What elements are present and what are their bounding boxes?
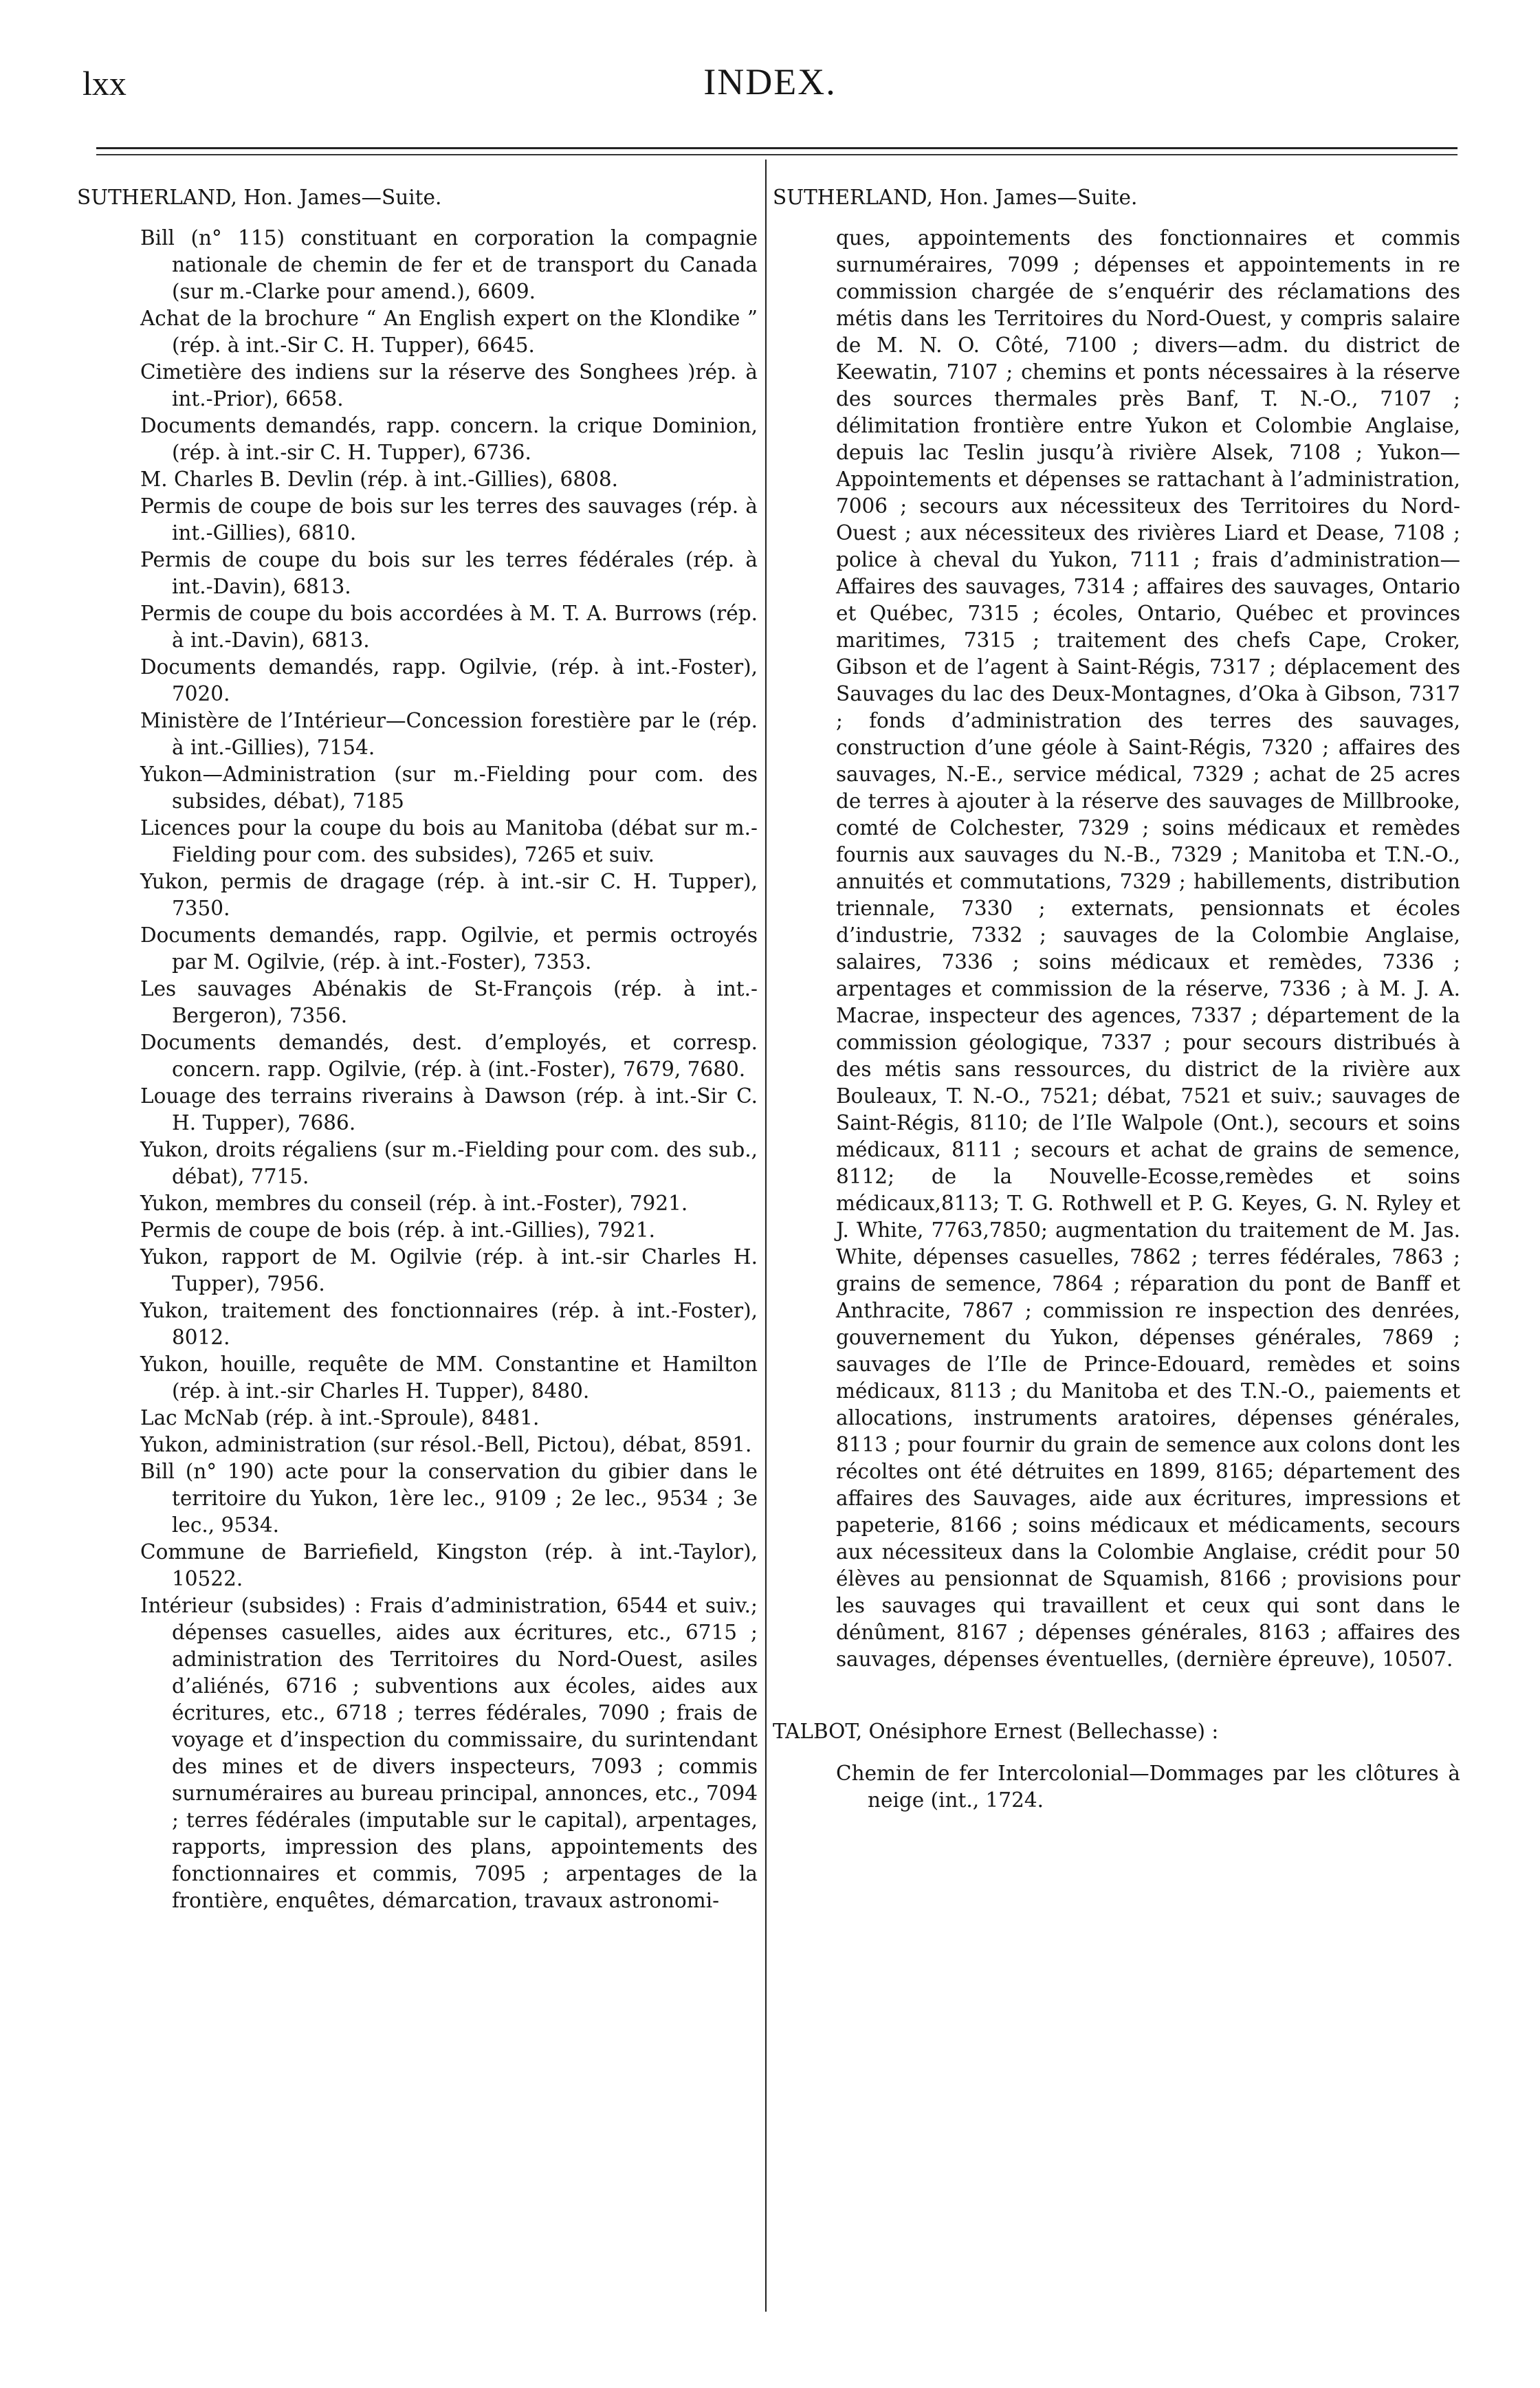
index-heading: TALBOT, Onésiphore Ernest (Bellechasse) :	[773, 1720, 1219, 1743]
index-entry: Bill (n° 190) acte pour la conservation du gibier dans le territoire du Yukon, 1ère lec., 9109 ; 2e lec., 9534 ; 3e lec., 9534.	[140, 1460, 758, 1537]
index-entry: Lac McNab (rép. à int.-Sproule), 8481.	[140, 1406, 540, 1429]
index-heading: SUTHERLAND, Hon. James—Suite.	[773, 186, 1138, 209]
index-entry: Documents demandés, dest. d’employés, et corresp. concern. rapp. Ogilvie, (rép. à (int.-Foster), 7679, 7680.	[140, 1031, 758, 1081]
index-entry: Documents demandés, rapp. Ogilvie, (rép. à int.-Foster), 7020.	[140, 655, 758, 705]
index-entry: Yukon, rapport de M. Ogilvie (rép. à int.-sir Charles H. Tupper), 7956.	[140, 1245, 758, 1295]
index-entry: Cimetière des indiens sur la réserve des Songhees )rép. à int.-Prior), 6658.	[140, 360, 758, 410]
index-entry: Permis de coupe du bois sur les terres fédérales (rép. à int.-Davin), 6813.	[140, 548, 758, 598]
index-entry: Yukon, permis de dragage (rép. à int.-sir C. H. Tupper), 7350.	[140, 870, 758, 920]
column-divider	[765, 160, 767, 2312]
index-entry: Yukon—Administration (sur m.-Fielding pour com. des subsides, débat), 7185	[140, 763, 758, 813]
header-rule	[96, 147, 1458, 149]
right-column	[773, 184, 1460, 1814]
index-entry: Louage des terrains riverains à Dawson (rép. à int.-Sir C. H. Tupper), 7686.	[140, 1084, 758, 1135]
header-rule-secondary	[96, 154, 1458, 155]
index-entry: Chemin de fer Intercolonial—Dommages par les clôtures à neige (int., 1724.	[836, 1762, 1460, 1812]
index-entry: Yukon, traitement des fonctionnaires (rép. à int.-Foster), 8012.	[140, 1299, 758, 1349]
index-entry: Yukon, membres du conseil (rép. à int.-Foster), 7921.	[140, 1192, 688, 1215]
page-title: INDEX.	[703, 61, 837, 102]
index-entry: Permis de coupe du bois accordées à M. T. A. Burrows (rép. à int.-Davin), 6813.	[140, 602, 758, 652]
index-entry: Bill (n° 115) constituant en corporation la compagnie nationale de chemin de fer et de transport du Canada (sur m.-Clarke pour amend.), 6609.	[140, 226, 758, 303]
index-entry-continuation: ques, appointements des fonctionnaires et commis surnuméraires, 7099 ; dépenses et appointements in re commission chargée de s’enquérir des réclamations des métis dans les Territoires du Nord-Ouest, y compris salaire de M. N. O. Côté, 7100 ; divers—adm. du district de Keewatin, 7107 ; chemins et ponts nécessaires à la réserve des sources thermales près Banf, T. N.-O., 7107 ; délimitation frontière entre Yukon et Colombie Anglaise, depuis lac Teslin jusqu’à rivière Alsek, 7108 ; Yukon—Appointements et dépenses se rattachant à l’administration, 7006 ; secours aux nécessiteux des Territoires du Nord-Ouest ; aux nécessiteux des rivières Liard et Dease, 7108 ; police à cheval du Yukon, 7111 ; frais d’administration—Affaires des sauvages, 7314 ; affaires des sauvages, Ontario et Québec, 7315 ; écoles, Ontario, Québec et provinces maritimes, 7315 ; traitement des chefs Cape, Croker, Gibson et de l’agent à Saint-Régis, 7317 ; déplacement des Sauvages du lac des Deux-Montagnes, d’Oka à Gibson, 7317 ; fonds d’administration des terres des sauvages, construction d’une géole à Saint-Régis, 7320 ; affaires des sauvages, N.-E., service médical, 7329 ; achat de 25 acres de terres à ajouter à la réserve des sauvages de Millbrooke, comté de Colchester, 7329 ; soins médicaux et remèdes fournis aux sauvages du N.-B., 7329 ; Manitoba et T.N.-O., annuités et commutations, 7329 ; habillements, distribution triennale, 7330 ; externats, pensionnats et écoles d’industrie, 7332 ; sauvages de la Colombie Anglaise, salaires, 7336 ; soins médicaux et remèdes, 7336 ; arpentages et commission de la réserve, 7336 ; à M. J. A. Macrae, inspecteur des agences, 7337 ; département de la commission géologique, 7337 ; pour secours distribués à des métis sans ressources, du district de la rivière aux Bouleaux, T. N.-O., 7521; débat, 7521 et suiv.; sauvages de Saint-Régis, 8110; de l’Ile Walpole (Ont.), secours et soins médicaux, 8111 ; secours et achat de grains de semence, 8112; de la Nouvelle-Ecosse,remèdes et soins médicaux,8113; T. G. Rothwell et P. G. Keyes, G. N. Ryley et J. White, 7763,7850; augmentation du traitement de M. Jas. White, dépenses casuelles, 7862 ; terres fédérales, 7863 ; grains de semence, 7864 ; réparation du pont de Banff et Anthracite, 7867 ; commission re inspection des denrées, gouvernement du Yukon, dépenses générales, 7869 ; sauvages de l’Ile de Prince-Edouard, remèdes et soins médicaux, 8113 ; du Manitoba et des T.N.-O., paiements et allocations, instruments aratoires, dépenses générales, 8113 ; pour fournir du grain de semence aux colons dont les récoltes ont été détruites en 1899, 8165; département des affaires des Sauvages, aide aux écritures, impressions et papeterie, 8166 ; soins médicaux et médicaments, secours aux nécessiteux dans la Colombie Anglaise, crédit pour 50 élèves au pensionnat de Squamish, 8166 ; provisions pour les sauvages qui travaillent et ceux qui sont dans le dénûment, 8167 ; dépenses générales, 8163 ; affaires des sauvages, dépenses éventuelles, (dernière épreuve), 10507.	[836, 226, 1460, 1671]
index-entry: Ministère de l’Intérieur—Concession forestière par le (rép. à int.-Gillies), 7154.	[140, 709, 758, 759]
index-entry: Les sauvages Abénakis de St-François (rép. à int.-Bergeron), 7356.	[140, 977, 758, 1027]
index-entry: Intérieur (subsides) : Frais d’administration, 6544 et suiv.; dépenses casuelles, aides aux écritures, etc., 6715 ; administration des Territoires du Nord-Ouest, asiles d’aliénés, 6716 ; subventions aux écoles, aides aux écritures, etc., 6718 ; terres fédérales, 7090 ; frais de voyage et d’inspection du commissaire, du surintendant des mines et de divers inspecteurs, 7093 ; commis surnuméraires au bureau principal, annonces, etc., 7094 ; terres fédérales (imputable sur le capital), arpentages, rapports, impression des plans, appointements des fonctionnaires et commis, 7095 ; arpentages de la frontière, enquêtes, démarcation, travaux astronomi-	[140, 1594, 758, 1912]
index-entry: Yukon, houille, requête de MM. Constantine et Hamilton (rép. à int.-sir Charles H. Tupper), 8480.	[140, 1352, 758, 1403]
index-entry: Permis de coupe de bois sur les terres des sauvages (rép. à int.-Gillies), 6810.	[140, 494, 758, 545]
left-column	[77, 184, 758, 1914]
index-entry: Permis de coupe de bois (rép. à int.-Gillies), 7921.	[140, 1218, 655, 1242]
index-heading: SUTHERLAND, Hon. James—Suite.	[77, 186, 442, 209]
index-entry: Yukon, administration (sur résol.-Bell, Pictou), débat, 8591.	[140, 1433, 752, 1456]
index-entry: Commune de Barriefield, Kingston (rép. à int.-Taylor), 10522.	[140, 1540, 758, 1590]
index-entry: Licences pour la coupe du bois au Manitoba (débat sur m.-Fielding pour com. des subsides), 7265 et suiv.	[140, 816, 758, 866]
index-entry: Achat de la brochure “ An English expert on the Klondike ” (rép. à int.-Sir C. H. Tupper), 6645.	[140, 307, 758, 357]
index-entry: M. Charles B. Devlin (rép. à int.-Gillies), 6808.	[140, 468, 619, 491]
talbot-section	[773, 1718, 1460, 1814]
index-entry: Yukon, droits régaliens (sur m.-Fielding pour com. des sub., débat), 7715.	[140, 1138, 758, 1188]
index-entry: Documents demandés, rapp. concern. la crique Dominion, (rép. à int.-sir C. H. Tupper), 6736.	[140, 414, 758, 464]
page-number: lxx	[82, 64, 126, 102]
index-entry: Documents demandés, rapp. Ogilvie, et permis octroyés par M. Ogilvie, (rép. à int.-Foster), 7353.	[140, 923, 758, 974]
